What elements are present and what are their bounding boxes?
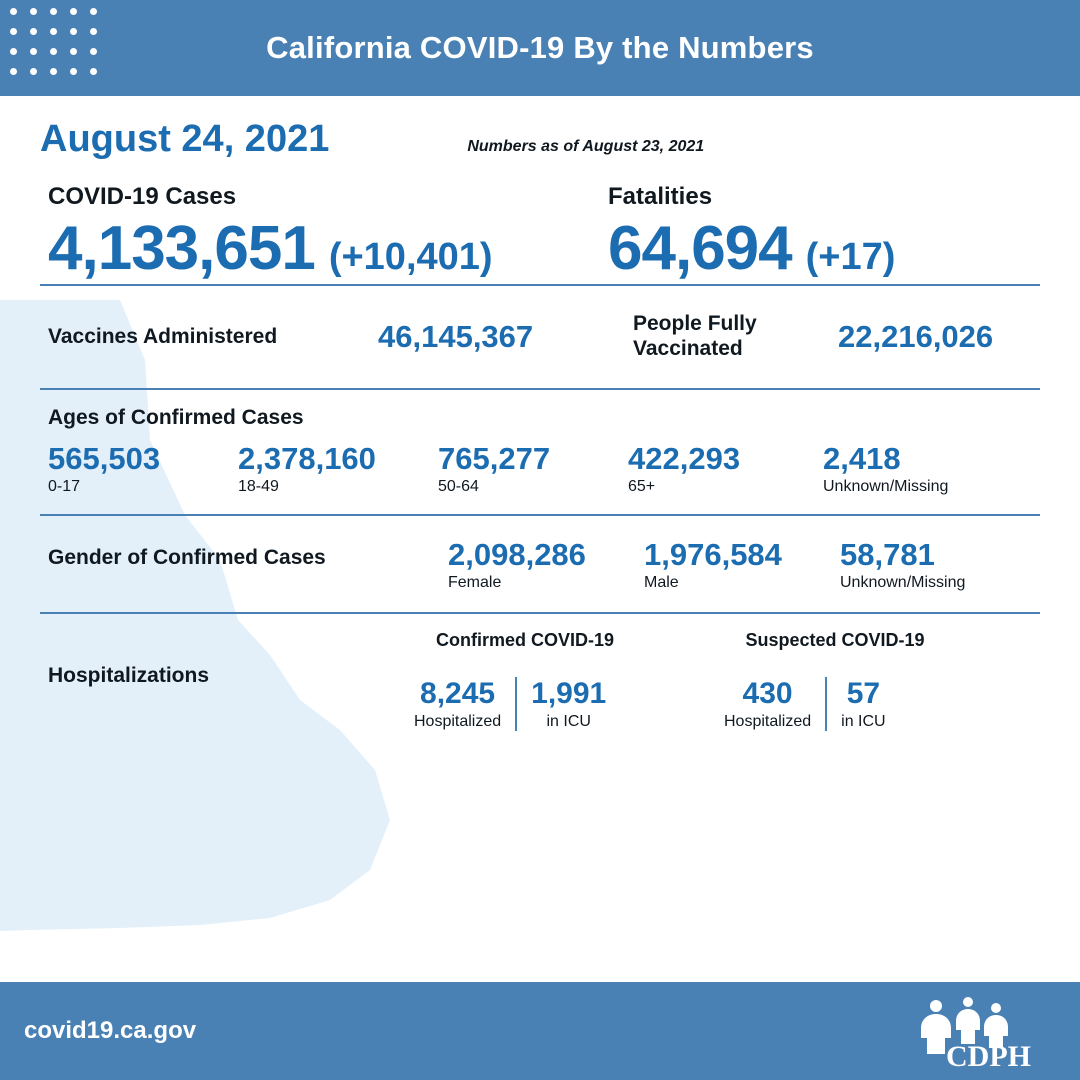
age-group-label: 18-49 — [238, 478, 279, 496]
data-as-of-note: Numbers as of August 23, 2021 — [467, 138, 705, 155]
svg-text:CDPH: CDPH — [946, 1040, 1031, 1072]
main-content — [0, 96, 1080, 982]
suspected-icu — [825, 677, 899, 731]
age-group-label: 65+ — [628, 478, 656, 496]
suspected-hospitalizations-group — [710, 630, 960, 731]
gender-group-value: 58,781 — [840, 537, 935, 573]
page-footer — [0, 982, 1080, 1080]
hospitalizations-title: Hospitalizations — [48, 664, 210, 688]
page-title: California COVID-19 By the Numbers — [266, 30, 814, 65]
confirmed-heading: Confirmed COVID-19 — [435, 630, 615, 651]
fatalities-value: 64,694 — [608, 214, 792, 283]
age-group-value: 2,378,160 — [238, 441, 376, 476]
age-group — [823, 442, 1013, 496]
confirmed-hospitalized-value: 8,245 — [420, 677, 496, 711]
top-stats-row — [40, 183, 1040, 284]
confirmed-icu-label: in ICU — [546, 713, 591, 731]
suspected-hospitalized-value: 430 — [742, 677, 793, 711]
cdph-logo-icon — [906, 992, 1056, 1072]
confirmed-icu — [515, 677, 620, 731]
suspected-icu-label: in ICU — [841, 713, 886, 731]
fatalities-delta: (+17) — [805, 236, 896, 278]
fatalities-stat — [608, 183, 895, 284]
gender-title: Gender of Confirmed Cases — [48, 546, 326, 570]
gender-group-label: Unknown/Missing — [840, 574, 966, 592]
dot-grid-decoration — [10, 8, 110, 88]
vaccines-administered-label: Vaccines Administered — [48, 325, 278, 348]
confirmed-hospitalizations-group — [400, 630, 710, 731]
confirmed-hospitalized-label: Hospitalized — [414, 713, 502, 731]
age-group-value: 422,293 — [628, 441, 741, 476]
age-group-label: 0-17 — [48, 478, 81, 496]
gender-group-value: 1,976,584 — [644, 537, 782, 573]
page-header — [0, 0, 1080, 96]
age-group-label: 50-64 — [438, 478, 479, 496]
fatalities-label: Fatalities — [608, 183, 713, 210]
date-row — [40, 96, 1040, 161]
gender-group — [840, 538, 965, 592]
suspected-heading: Suspected COVID-19 — [745, 630, 925, 651]
suspected-hospitalized — [710, 677, 825, 731]
fully-vaccinated-label: People Fully Vaccinated — [633, 312, 757, 360]
gender-group — [448, 538, 644, 592]
gender-group-label: Male — [644, 574, 679, 592]
suspected-hospitalized-label: Hospitalized — [724, 713, 812, 731]
cases-label: COVID-19 Cases — [48, 183, 237, 210]
suspected-icu-value: 57 — [846, 677, 881, 711]
gender-group-label: Female — [448, 574, 502, 592]
age-group — [628, 442, 823, 496]
age-group-value: 765,277 — [438, 441, 551, 476]
age-group-label: Unknown/Missing — [823, 478, 949, 496]
ages-title: Ages of Confirmed Cases — [48, 406, 304, 429]
cases-value: 4,133,651 — [48, 214, 315, 283]
hospitalizations-section — [40, 614, 1040, 784]
vaccines-administered-value: 46,145,367 — [378, 319, 534, 354]
confirmed-hospitalized — [400, 677, 515, 731]
website-url[interactable]: covid19.ca.gov — [24, 1017, 197, 1044]
fully-vaccinated-value: 22,216,026 — [838, 319, 994, 354]
age-group — [48, 442, 238, 496]
age-group — [238, 442, 438, 496]
report-date: August 24, 2021 — [40, 118, 330, 160]
cases-stat — [48, 183, 608, 284]
age-group — [438, 442, 628, 496]
cases-delta: (+10,401) — [328, 236, 493, 278]
confirmed-icu-value: 1,991 — [531, 677, 607, 711]
age-group-value: 2,418 — [823, 441, 901, 476]
ages-section — [40, 390, 1040, 514]
vaccines-section — [40, 286, 1040, 388]
gender-section — [40, 516, 1040, 612]
age-group-value: 565,503 — [48, 441, 161, 476]
gender-group-value: 2,098,286 — [448, 537, 586, 573]
gender-group — [644, 538, 840, 592]
